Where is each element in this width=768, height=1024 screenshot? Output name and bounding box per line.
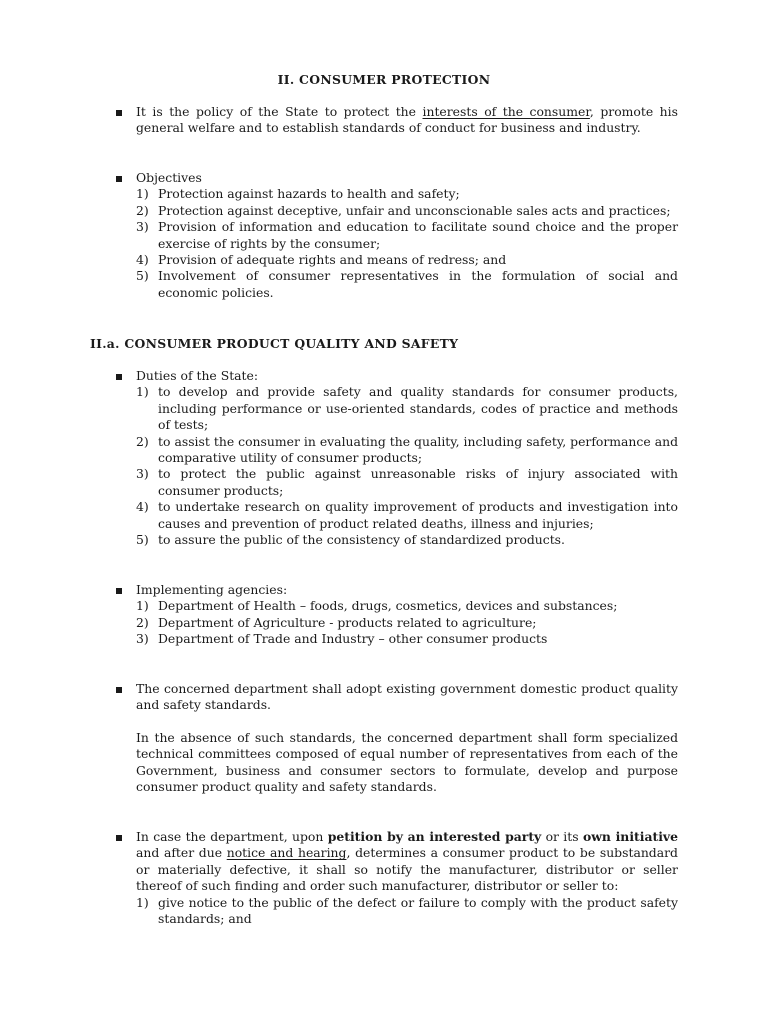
agencies-list	[136, 582, 678, 648]
adopt-paragraph: The concerned department shall adopt existing government domestic product quality and safety standards.	[136, 681, 678, 713]
petition-bold: petition by an interested party	[327, 829, 542, 844]
notice-hearing-underline: notice and hearing	[226, 845, 347, 861]
list-item: 3) Provision of information and education to facilitate sound choice and the proper exercise of rights by the consumer;	[136, 219, 678, 251]
objectives-label: Objectives	[136, 170, 202, 185]
list-item: 2) to assist the consumer in evaluating the quality, including safety, performance and comparative utility of consumer products;	[136, 433, 678, 466]
list-item: 1) to develop and provide safety and quality standards for consumer products, including performance or use-oriented standards, codes of practice and methods of tests;	[136, 384, 678, 433]
list-item: 4) to undertake research on quality improvement of products and investigation into causes and prevention of product related deaths, illness and injuries;	[136, 499, 678, 531]
policy-paragraph: It is the policy of the State to protect the interests of the consumer, promote his general welfare and to establish standards of conduct for business and industry.	[136, 104, 678, 136]
list-item: 3) Department of Trade and Industry – other consumer products	[136, 631, 548, 647]
list-item: 1) Department of Health – foods, drugs, cosmetics, devices and substances;	[136, 598, 618, 614]
duties-list	[136, 368, 678, 548]
agencies-label: Implementing agencies:	[136, 582, 288, 597]
petition-block	[136, 829, 678, 927]
petition-paragraph: In case the department, upon petition by an interested party or its own initiative and after due notice and hearing, determines a consumer product to be substandard or materially defective, it shall so notify the manufacturer, distributor or seller thereof of such finding and order such manufacturer, distributor or seller to:	[136, 829, 678, 894]
bullet-icon	[116, 374, 122, 380]
absence-paragraph: In the absence of such standards, the concerned department shall form specialized technical committees composed of equal number of representatives from each of the Government, business and consumer sectors to formulate, develop and purpose consumer product quality and safety standards.	[136, 730, 678, 795]
bullet-icon	[116, 110, 122, 116]
duties-label: Duties of the State:	[136, 368, 259, 383]
list-item: 5) to assure the public of the consistency of standardized products.	[136, 532, 565, 548]
list-item: 2) Protection against deceptive, unfair and unconscionable sales acts and practices;	[136, 202, 671, 218]
list-item: 1) give notice to the public of the defect or failure to comply with the product safety standards; and	[136, 894, 678, 927]
bullet-icon	[116, 588, 122, 594]
list-item: 5) Involvement of consumer representatives in the formulation of social and economic policies.	[136, 268, 678, 300]
subsection-title: II.a. CONSUMER PRODUCT QUALITY AND SAFETY	[90, 336, 459, 351]
bullet-icon	[116, 176, 122, 182]
list-item: 1) Protection against hazards to health and safety;	[136, 186, 460, 202]
list-item: 3) to protect the public against unreasonable risks of injury associated with consumer products;	[136, 466, 678, 498]
interests-underline: interests of the consumer	[422, 104, 590, 119]
bullet-icon	[116, 687, 122, 693]
list-item: 4) Provision of adequate rights and means of redress; and	[136, 252, 507, 268]
section-title: II. CONSUMER PROTECTION	[277, 72, 491, 87]
own-initiative-bold: own initiative	[582, 829, 678, 844]
objectives-list	[136, 170, 678, 301]
bullet-icon	[116, 835, 122, 841]
list-item: 2) Department of Agriculture - products related to agriculture;	[136, 614, 537, 630]
